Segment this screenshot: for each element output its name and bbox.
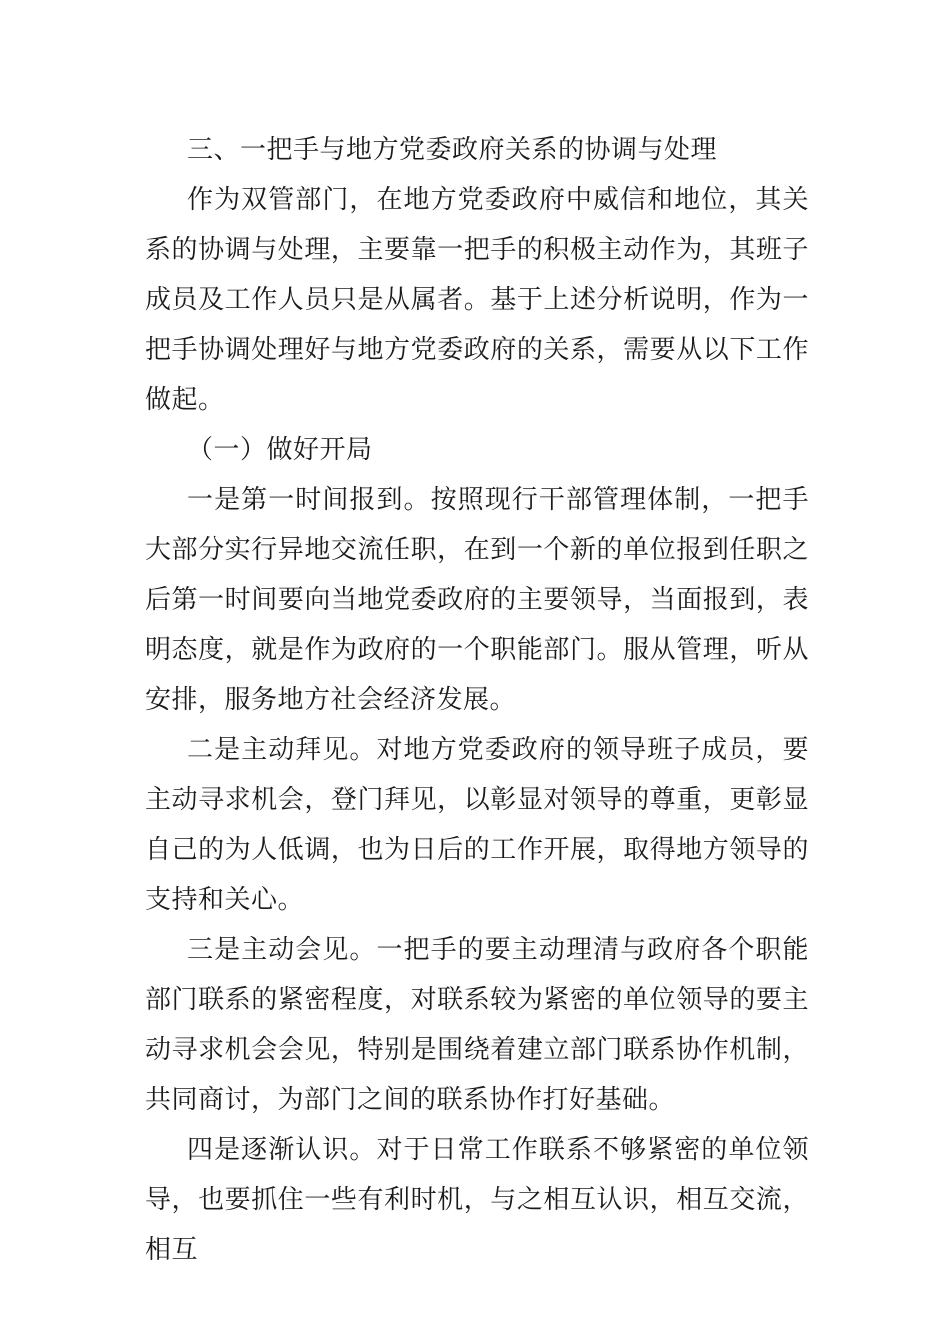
paragraph-visit: 二是主动拜见。对地方党委政府的领导班子成员，要主动寻求机会，登门拜见，以彰显对领导的尊重，更彰显自己的为人低调，也为日后的工作开展，取得地方领导的支持和关心。 — [145, 735, 809, 915]
section-heading: 三、一把手与地方党委政府关系的协调与处理 — [187, 135, 718, 165]
paragraph-acquaint: 四是逐渐认识。对于日常工作联系不够紧密的单位领导，也要抓住一些有利时机，与之相互认识，相互交流，相互 — [145, 1135, 809, 1265]
paragraph-report: 一是第一时间报到。按照现行干部管理体制，一把手大部分实行异地交流任职，在到一个新的单位报到任职之后第一时间要向当地党委政府的主要领导，当面报到，表明态度，就是作为政府的一个职能部门。服从管理，听从安排，服务地方社会经济发展。 — [145, 485, 809, 715]
subsection-heading: （一）做好开局 — [187, 435, 373, 465]
paragraph-meet: 三是主动会见。一把手的要主动理清与政府各个职能部门联系的紧密程度，对联系较为紧密的单位领导的要主动寻求机会会见，特别是围绕着建立部门联系协作机制，共同商讨，为部门之间的联系协作打好基础。 — [145, 935, 809, 1115]
document-body — [145, 125, 809, 1275]
intro-paragraph: 作为双管部门，在地方党委政府中威信和地位，其关系的协调与处理，主要靠一把手的积极主动作为，其班子成员及工作人员只是从属者。基于上述分析说明，作为一把手协调处理好与地方党委政府的关系，需要从以下工作做起。 — [145, 185, 809, 415]
